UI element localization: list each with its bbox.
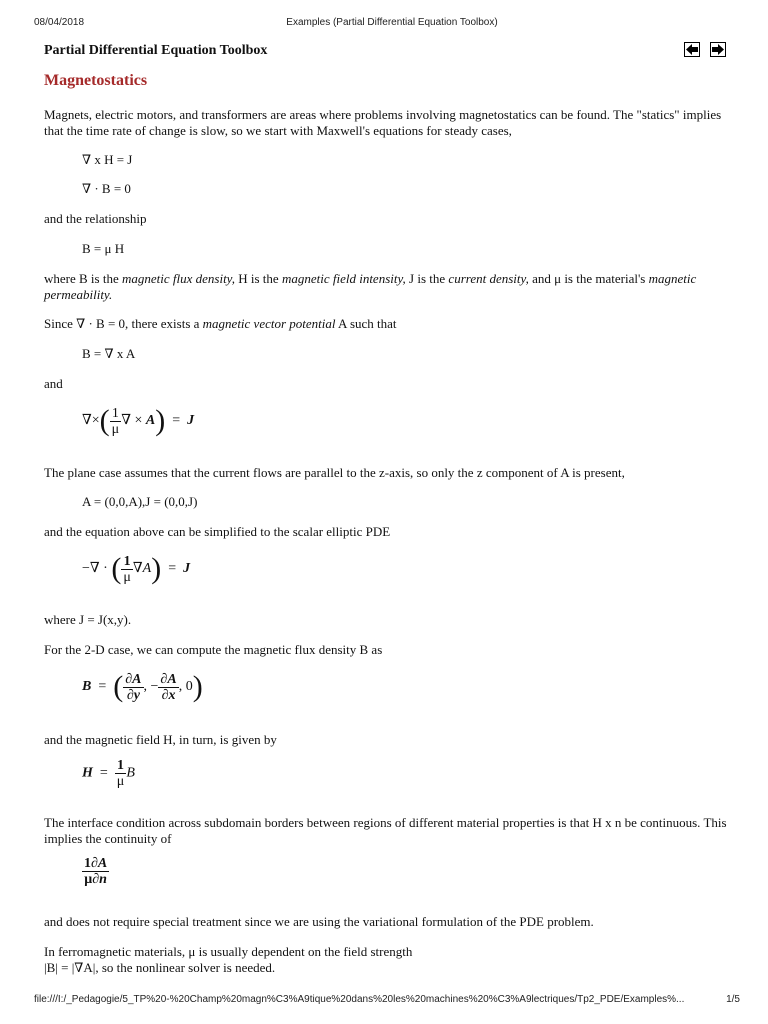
plane-case-paragraph: The plane case assumes that the current flows are parallel to the z-axis, so only the z component of A is present, (44, 465, 625, 480)
print-header (34, 17, 750, 31)
print-page-title: Examples (Partial Differential Equation Toolbox) (286, 17, 498, 28)
interface-paragraph: The interface condition across subdomain borders between regions of different material properties is that H x n be continuous. This implies the continuity of (44, 815, 727, 846)
equation-div-b: ∇ · B = 0 (82, 181, 131, 196)
simplified-text: and the equation above can be simplified to the scalar elliptic PDE (44, 524, 391, 539)
print-file-path: file:///I:/_Pedagogie/5_TP%20-%20Champ%20magn%C3%A9tique%20dans%20les%20machines%20%C3%A9lectriques/Tp2_PDE/Examples%... (34, 994, 685, 1005)
previous-page-button[interactable] (684, 42, 700, 57)
arrow-left-icon (686, 44, 698, 55)
where-j-text: where J = J(x,y). (44, 612, 132, 627)
next-page-button[interactable] (710, 42, 726, 57)
equation-curl-curl: ∇×( $\frac{1}{\mu}$ ∇ × A) = J (82, 404, 195, 437)
relationship-text: and the relationship (44, 211, 147, 226)
equation-a-j: A = (0,0,A),J = (0,0,J) (82, 494, 198, 509)
equation-flux-density: B = ( $\frac{\partial A}{\partial y}$ , − $\frac{\partial A}{\partial x}$ , 0) (82, 670, 203, 703)
equation-b-curl-a: B = ∇ x A (82, 346, 136, 361)
print-page-number: 1/5 (726, 994, 740, 1005)
print-date: 08/04/2018 (34, 17, 85, 28)
page-title: Magnetostatics (44, 72, 148, 89)
toolbox-title: Partial Differential Equation Toolbox (44, 43, 268, 58)
definitions-paragraph: where B is the magnetic flux density, H is the magnetic field intensity, J is the current density, and μ is the material's magnetic permeability. (44, 271, 697, 302)
equation-curl-h: ∇ x H = J (82, 152, 133, 167)
equation-h: H = $\frac{1}{\mu}$ B (82, 758, 135, 789)
ferromagnetic-line-2: |B| = |∇A|, so the nonlinear solver is needed. (44, 960, 276, 975)
page-navigation (684, 42, 726, 57)
ferromagnetic-line-1: In ferromagnetic materials, μ is usually dependent on the field strength (44, 944, 413, 959)
field-h-text: and the magnetic field H, in turn, is given by (44, 732, 277, 747)
equation-b-mu-h: B = μ H (82, 241, 125, 256)
arrow-right-icon (712, 44, 724, 55)
print-footer (34, 994, 750, 1008)
two-d-text: For the 2-D case, we can compute the magnetic flux density B as (44, 642, 383, 657)
intro-paragraph: Magnets, electric motors, and transformers are areas where problems involving magnetostatics can be found. The "statics" implies that the time rate of change is slow, so we start with Maxwell's equations for steady cases, (44, 107, 722, 138)
equation-continuity: $\frac{1\partial A}{\mu\partial n}$ (84, 856, 108, 887)
vector-potential-paragraph: Since ∇ · B = 0, there exists a magnetic vector potential A such that (44, 316, 397, 331)
and-text: and (44, 376, 63, 391)
variational-text: and does not require special treatment since we are using the variational formulation of the PDE problem. (44, 914, 594, 929)
equation-scalar-pde: −∇ · ( $\frac{1}{\mu}$ ∇A) = J (82, 552, 191, 585)
